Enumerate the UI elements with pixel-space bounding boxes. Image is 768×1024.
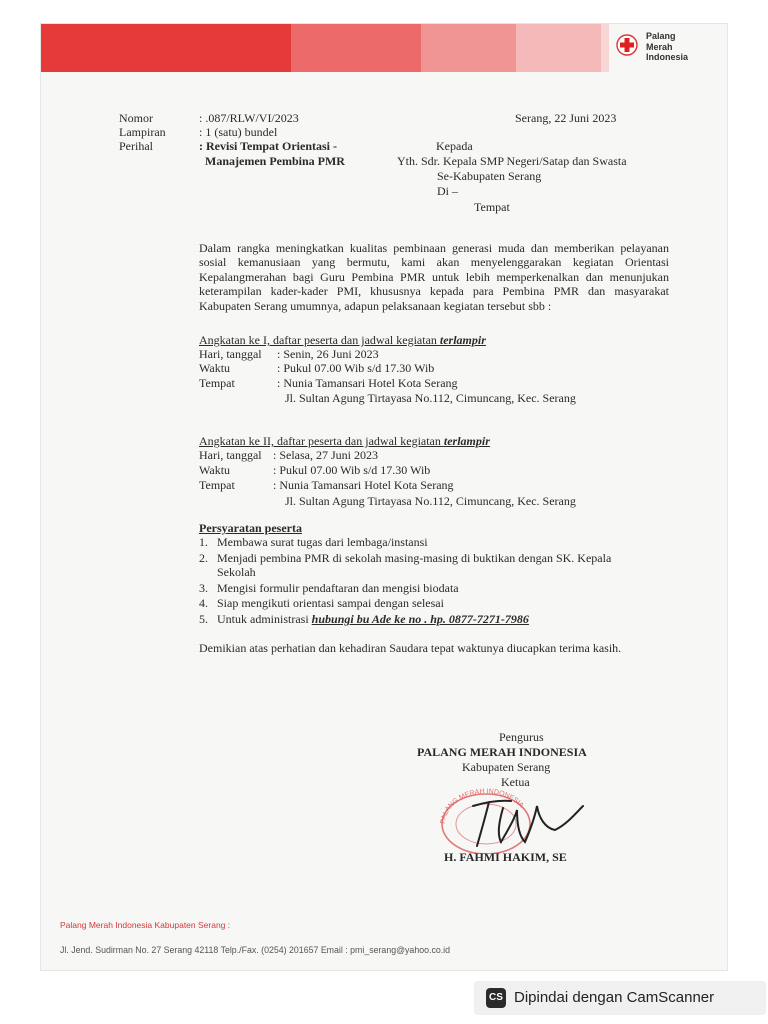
header-band — [41, 24, 291, 72]
red-cross-logo-icon — [616, 34, 638, 56]
batch2-place-value: : Nunia Tamansari Hotel Kota Serang — [273, 478, 454, 492]
requirement-contact: hubungi bu Ade ke no . hp. 0877-7271-7986 — [311, 612, 529, 626]
footer-address: Jl. Jend. Sudirman No. 27 Serang 42118 Telp./Fax. (0254) 201657 Email : pmi_serang@yahoo.co.id — [60, 945, 451, 955]
lampiran-label: Lampiran — [119, 125, 166, 139]
recipient-line: Se-Kabupaten Serang — [437, 169, 542, 183]
stamp-text: PALANG MERAH INDONESIA — [439, 788, 525, 825]
perihal-value: : Revisi Tempat Orientasi - — [199, 139, 337, 153]
intro-paragraph: Dalam rangka meningkatkan kualitas pembinaan generasi muda dan memberikan pelayanan sosial kemanusiaan yang bermutu, kami akan menyelenggarakan kegiatan Orientasi Kepalangmerahan bagi Guru Pembina PMR untuk lebih memperkenalkan dan menunjukan keterampilan kader-kader PMI, khususnya kepada para Pembina PMR dan masyarakat Kabupaten Serang umumnya, adapun pelaksanaan kegiatan tersebut sbb : — [199, 241, 669, 313]
requirement-text: Menjadi pembina PMR di sekolah masing-masing di buktikan dengan SK. Kepala — [217, 551, 612, 565]
perihal-label: Perihal — [119, 139, 153, 153]
requirement-num: 3. — [199, 581, 208, 595]
requirement-num: 1. — [199, 535, 208, 549]
kepada-label: Kepada — [436, 139, 473, 153]
requirement-num: 2. — [199, 551, 208, 565]
batch1-time-value: : Pukul 07.00 Wib s/d 17.30 Wib — [277, 361, 435, 375]
batch2-time-label: Waktu — [199, 463, 231, 477]
requirement-num: 5. — [199, 612, 208, 626]
requirement-text: Siap mengikuti orientasi sampai dengan selesai — [217, 596, 444, 610]
batch1-heading-text: Angkatan ke I, daftar peserta dan jadwal kegiatan — [199, 333, 440, 347]
batch1-day-value: : Senin, 26 Juni 2023 — [277, 347, 379, 361]
sign-region: Kabupaten Serang — [462, 760, 551, 774]
batch2-day-label: Hari, tanggal — [199, 448, 262, 462]
sign-org: PALANG MERAH INDONESIA — [417, 745, 587, 759]
place-date: Serang, 22 Juni 2023 — [515, 111, 617, 125]
requirement-num: 4. — [199, 596, 208, 610]
camscanner-watermark — [474, 981, 766, 1015]
signer-name: H. FAHMI HAKIM, SE — [444, 850, 567, 864]
header-band — [291, 24, 421, 72]
org-line: Indonesia — [646, 52, 689, 62]
recipient-line: Tempat — [474, 200, 510, 214]
footer-org: Palang Merah Indonesia Kabupaten Serang : — [60, 920, 231, 930]
batch2-time-value: : Pukul 07.00 Wib s/d 17.30 Wib — [273, 463, 431, 477]
signature-icon — [451, 784, 591, 854]
nomor-label: Nomor — [119, 111, 153, 125]
requirements-heading: Persyaratan peserta — [199, 521, 302, 535]
batch2-heading-text: Angkatan ke II, daftar peserta dan jadwal kegiatan — [199, 434, 444, 448]
requirement-text: Mengisi formulir pendaftaran dan mengisi biodata — [217, 581, 459, 595]
sign-position: Ketua — [501, 775, 530, 789]
batch1-place-label: Tempat — [199, 376, 235, 390]
batch1-day-label: Hari, tanggal — [199, 347, 262, 361]
recipient-line: Di – — [437, 184, 458, 198]
batch2-day-value: : Selasa, 27 Juni 2023 — [273, 448, 378, 462]
batch2-heading-em: terlampir — [443, 434, 490, 448]
batch1-time-label: Waktu — [199, 361, 231, 375]
batch2-heading — [199, 434, 490, 448]
camscanner-icon: CS — [486, 988, 506, 1008]
batch2-address: Jl. Sultan Agung Tirtayasa No.112, Cimuncang, Kec. Serang — [285, 494, 576, 508]
batch1-place-value: : Nunia Tamansari Hotel Kota Serang — [277, 376, 458, 390]
header-band — [516, 24, 601, 72]
nomor-value: : .087/RLW/VI/2023 — [199, 111, 299, 125]
recipient-line: Yth. Sdr. Kepala SMP Negeri/Satap dan Swasta — [397, 154, 627, 168]
batch1-heading-em: terlampir — [439, 333, 486, 347]
perihal-value-2: Manajemen Pembina PMR — [205, 154, 345, 168]
org-line: Merah — [646, 41, 673, 52]
closing-sentence: Demikian atas perhatian dan kehadiran Saudara tepat waktunya diucapkan terima kasih. — [199, 641, 622, 655]
header-band — [601, 24, 609, 72]
lampiran-value: : 1 (satu) bundel — [199, 125, 278, 139]
requirement-text-cont: Sekolah — [217, 565, 256, 579]
sign-pengurus: Pengurus — [499, 730, 544, 744]
letter-page — [41, 24, 727, 970]
requirement-text — [217, 612, 529, 626]
requirement-text: Membawa surat tugas dari lembaga/instansi — [217, 535, 428, 549]
batch1-heading — [199, 333, 486, 347]
batch1-address: Jl. Sultan Agung Tirtayasa No.112, Cimuncang, Kec. Serang — [285, 391, 576, 405]
requirement-text-plain: Untuk administrasi — [217, 612, 312, 626]
batch2-place-label: Tempat — [199, 478, 235, 492]
header-band — [421, 24, 516, 72]
camscanner-label: Dipindai dengan CamScanner — [514, 989, 715, 1006]
org-line: Palang — [646, 31, 676, 41]
org-logo-text — [646, 31, 726, 63]
